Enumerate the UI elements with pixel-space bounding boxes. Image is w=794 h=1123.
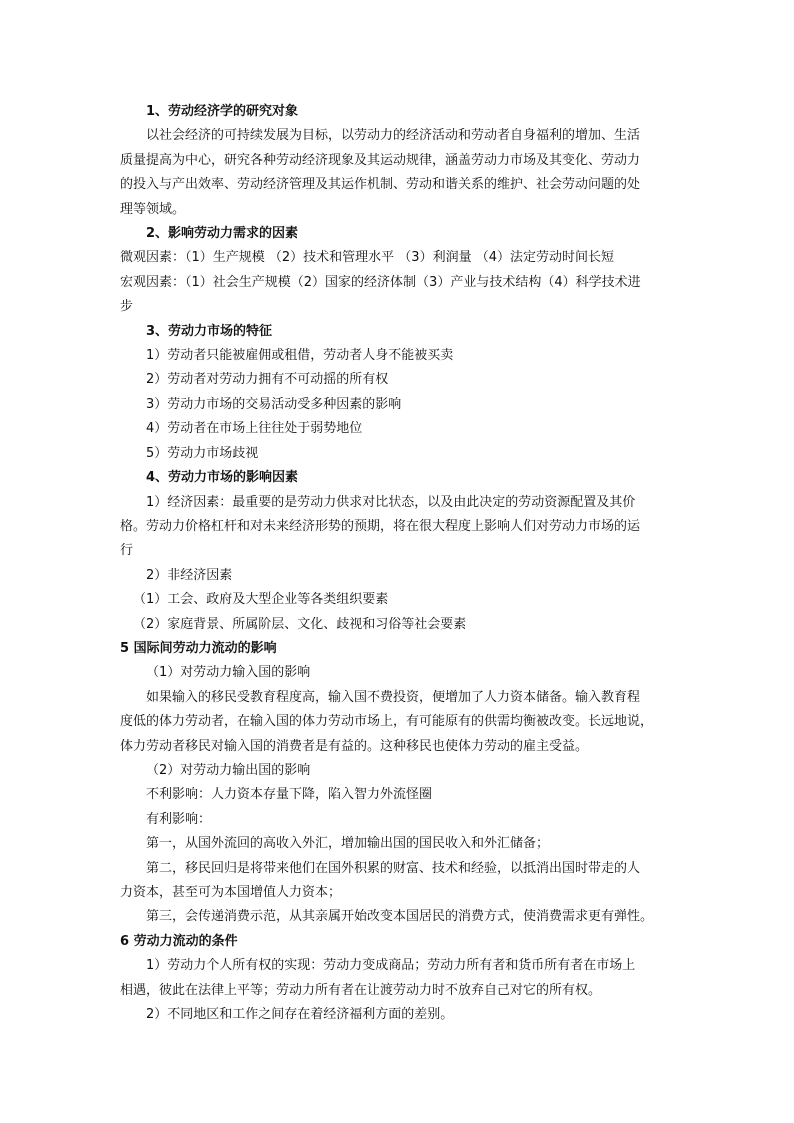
paragraph-line: 第三，会传递消费示范，从其亲属开始改变本国居民的消费方式，使消费需求更有弹性。 bbox=[146, 909, 654, 925]
paragraph-line: 1）经济因素：最重要的是劳动力供求对比状态，以及由此决定的劳动资源配置及其价 bbox=[146, 494, 636, 510]
subheading-export: （2）对劳动力输出国的影响 bbox=[146, 762, 311, 778]
heading-market-features: 3、劳动力市场的特征 bbox=[146, 323, 273, 339]
paragraph-line: 质量提高为中心，研究各种劳动经济现象及其运动规律，涵盖劳动力市场及其变化、劳动力 bbox=[120, 152, 641, 168]
paragraph-line: 力资本，甚至可为本国增值人力资本； bbox=[120, 885, 342, 900]
paragraph-line: 格。劳动力价格杠杆和对未来经济形势的预期，将在很大程度上影响人们对劳动力市场的运 bbox=[120, 518, 641, 534]
heading-research-object: 1、劳动经济学的研究对象 bbox=[146, 104, 299, 119]
list-item: （1）工会、政府及大型企业等各类组织要素 bbox=[133, 592, 389, 608]
list-item: 4）劳动者在市场上往往处于弱势地位 bbox=[146, 421, 363, 437]
favorable-impact: 有利影响： bbox=[146, 811, 212, 827]
heading-international-flow: 5 国际间劳动力流动的影响 bbox=[120, 640, 277, 656]
list-item: 1）劳动者只能被雇佣或租借，劳动者人身不能被买卖 bbox=[146, 348, 454, 364]
micro-factors: 微观因素：（1）生产规模 （2）技术和管理水平 （3）利润量 （4）法定劳动时间长短 bbox=[120, 250, 614, 266]
heading-flow-conditions: 6 劳动力流动的条件 bbox=[120, 933, 238, 949]
paragraph-line: 如果输入的移民受教育程度高，输入国不费投资，便增加了人力资本储备。输入教育程 bbox=[146, 689, 641, 705]
heading-demand-factors: 2、影响劳动力需求的因素 bbox=[146, 226, 299, 242]
list-item: 3）劳动力市场的交易活动受多种因素的影响 bbox=[146, 396, 402, 412]
paragraph-line: 行 bbox=[120, 543, 134, 559]
paragraph-line: 体力劳动者移民对输入国的消费者是有益的。这种移民也使体力劳动的雇主受益。 bbox=[120, 738, 589, 754]
list-item: 2）劳动者对劳动力拥有不可动摇的所有权 bbox=[146, 372, 389, 388]
paragraph-line: 第一，从国外流回的高收入外汇，增加输出国的国民收入和外汇储备； bbox=[146, 836, 550, 852]
subheading-import: （1）对劳动力输入国的影响 bbox=[146, 665, 311, 681]
list-item: 2）非经济因素 bbox=[146, 567, 233, 583]
paragraph-line: 理等领域。 bbox=[120, 201, 186, 217]
list-item: 5）劳动力市场歧视 bbox=[146, 445, 259, 461]
heading-market-influences: 4、劳动力市场的影响因素 bbox=[146, 470, 299, 486]
list-item: 2）不同地区和工作之间存在着经济福利方面的差别。 bbox=[146, 1007, 454, 1023]
list-item: （2）家庭背景、所属阶层、文化、歧视和习俗等社会要素 bbox=[133, 616, 467, 632]
macro-factors-cont: 步 bbox=[120, 299, 134, 315]
paragraph-line: 度低的体力劳动者，在输入国的体力劳动市场上，有可能原有的供需均衡被改变。长远地说， bbox=[120, 714, 654, 730]
paragraph-line: 的投入与产出效率、劳动经济管理及其运作机制、劳动和谐关系的维护、社会劳动问题的处 bbox=[120, 177, 641, 193]
paragraph-line: 1）劳动力个人所有权的实现：劳动力变成商品；劳动力所有者和货币所有者在市场上 bbox=[146, 958, 636, 974]
paragraph-line: 第二，移民回归是将带来他们在国外积累的财富、技术和经验，以抵消出国时带走的人 bbox=[146, 860, 641, 876]
macro-factors: 宏观因素：（1）社会生产规模（2）国家的经济体制（3）产业与技术结构（4）科学技术进 bbox=[120, 274, 641, 290]
paragraph-line: 相遇，彼此在法律上平等；劳动力所有者在让渡劳动力时不放弃自己对它的所有权。 bbox=[120, 982, 602, 998]
paragraph-line: 以社会经济的可持续发展为目标，以劳动力的经济活动和劳动者自身福利的增加、生活 bbox=[146, 128, 641, 144]
unfavorable-impact: 不利影响：人力资本存量下降，陷入智力外流怪圈 bbox=[146, 787, 433, 803]
